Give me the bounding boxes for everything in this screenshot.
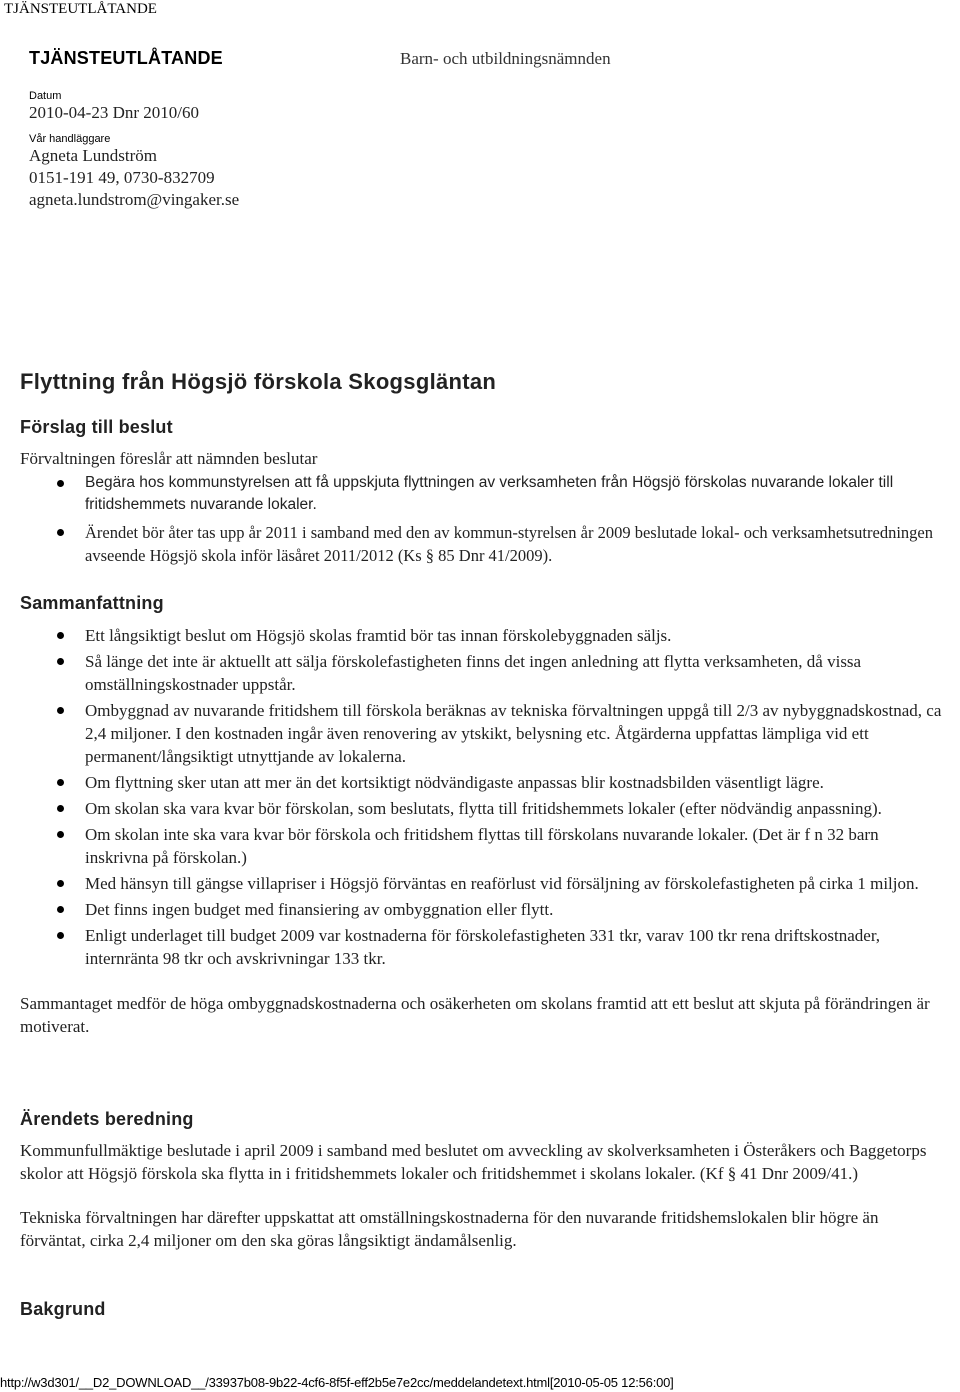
preparation-paragraph: Tekniska förvaltningen har därefter uppskattat att omställningskostnaderna för den nuvarande fritidshemslokalen blir högre än förväntat, cirka 2,4 miljoner om den ska göras långsiktigt ändamålsenlig. bbox=[20, 1208, 879, 1250]
handler-name: Agneta Lundström bbox=[29, 146, 157, 165]
list-item: Om flyttning sker utan att mer än det kortsiktigt nödvändigaste anpassas blir kostnadsbilden väsentligt lägre. bbox=[20, 771, 945, 794]
proposal-heading: Förslag till beslut bbox=[20, 417, 173, 437]
list-item: Så länge det inte är aktuellt att sälja förskolefastigheten finns det ingen anledning att flytta verksamheten, då vissa omställningskostnader uppstår. bbox=[20, 650, 945, 696]
list-item: Ärendet bör åter tas upp år 2011 i samband med den av kommun-styrelsen år 2009 beslutade lokal- och verksamhetsutredningen avseende Högsjö skola inför läsåret 2011/2012 (Ks § 85 Dnr 41/2009). bbox=[20, 521, 945, 567]
list-item: Om skolan inte ska vara kvar bör förskola och fritidshem flyttas till förskolans nuvarande lokaler. (Det är f n 32 barn inskrivna på förskolan.) bbox=[20, 823, 945, 869]
handler-email[interactable]: agneta.lundstrom@vingaker.se bbox=[29, 190, 240, 209]
summary-heading: Sammanfattning bbox=[20, 593, 164, 613]
bullet-icon bbox=[57, 529, 64, 536]
preparation-paragraph: Kommunfullmäktige beslutade i april 2009 i samband med beslutet om avveckling av skolverksamheten i Österåkers och Baggetorps skolor att Högsjö förskola ska flytta in i fritidshemmets lokaler och fritidshemmet i skolans lokaler. (Kf § 41 Dnr 2009/41.) bbox=[20, 1141, 927, 1183]
bullet-icon bbox=[57, 707, 64, 714]
preparation-heading: Ärendets beredning bbox=[20, 1109, 194, 1129]
bullet-icon bbox=[57, 779, 64, 786]
proposal-intro: Förvaltningen föreslår att nämnden beslutar bbox=[20, 449, 318, 468]
list-item: Enligt underlaget till budget 2009 var kostnaderna för förskolefastigheten 331 tkr, varav 100 tkr rena driftskostnader, internränta 98 tkr och avskrivningar 133 tkr. bbox=[20, 924, 945, 970]
list-item: Om skolan ska vara kvar bör förskolan, som beslutats, flytta till fritidshemmets lokaler (efter nödvändig anpassning). bbox=[20, 797, 945, 820]
summary-list bbox=[20, 624, 945, 970]
page-title: Flyttning från Högsjö förskola Skogsgläntan bbox=[20, 369, 497, 394]
bullet-icon bbox=[57, 658, 64, 665]
bullet-icon bbox=[57, 480, 64, 487]
handler-phone: 0151-191 49, 0730-832709 bbox=[29, 168, 215, 187]
bullet-icon bbox=[57, 932, 64, 939]
document-type-title: TJÄNSTEUTLÅTANDE bbox=[29, 48, 223, 68]
list-item: Med hänsyn till gängse villapriser i Högsjö förväntas en reaförlust vid försäljning av förskolefastigheten på cirka 1 miljon. bbox=[20, 872, 945, 895]
bullet-icon bbox=[57, 831, 64, 838]
background-heading: Bakgrund bbox=[20, 1299, 106, 1319]
bullet-icon bbox=[57, 880, 64, 887]
list-item: Begära hos kommunstyrelsen att få uppskjuta flyttningen av verksamheten från Högsjö förskolas nuvarande lokaler till fritidshemmets nuvarande lokaler. bbox=[20, 472, 945, 516]
bullet-icon bbox=[57, 906, 64, 913]
proposal-section bbox=[20, 417, 945, 567]
window-title: TJÄNSTEUTLÅTANDE bbox=[4, 1, 157, 17]
date-value: 2010-04-23 Dnr 2010/60 bbox=[29, 103, 199, 122]
proposal-list bbox=[20, 472, 945, 567]
bullet-icon bbox=[57, 632, 64, 639]
list-item: Ett långsiktigt beslut om Högsjö skolas framtid bör tas innan förskolebyggnaden säljs. bbox=[20, 624, 945, 647]
background-section bbox=[20, 1299, 945, 1320]
footer-url: http://w3d301/__D2_DOWNLOAD__/33937b08-9b22-4cf6-8f5f-eff2b5e7e2cc/meddelandetext.html[2010-05-05 12:56:00] bbox=[0, 1375, 674, 1390]
list-item: Det finns ingen budget med finansiering av ombyggnation eller flytt. bbox=[20, 898, 945, 921]
list-item: Ombyggnad av nuvarande fritidshem till förskola beräknas av tekniska förvaltningen uppgå till 2/3 av nybyggnadskostnad, ca 2,4 miljoner. I den kostnaden ingår även renovering av ytskikt, belysning etc. Åtgärderna uppfattas lämpliga vid ett permanent/långsiktigt utnyttjande av lokalerna. bbox=[20, 699, 945, 768]
bullet-icon bbox=[57, 805, 64, 812]
document-meta bbox=[29, 90, 429, 211]
summary-conclusion: Sammantaget medför de höga ombyggnadskostnaderna och osäkerheten om skolans framtid att ett beslut att skjuta på förändringen är motiverat. bbox=[20, 994, 930, 1036]
board-name: Barn- och utbildningsnämnden bbox=[400, 49, 611, 68]
handler-label: Vår handläggare bbox=[29, 133, 111, 145]
date-label: Datum bbox=[29, 90, 62, 102]
preparation-section bbox=[20, 1109, 945, 1252]
summary-section bbox=[20, 593, 945, 1038]
